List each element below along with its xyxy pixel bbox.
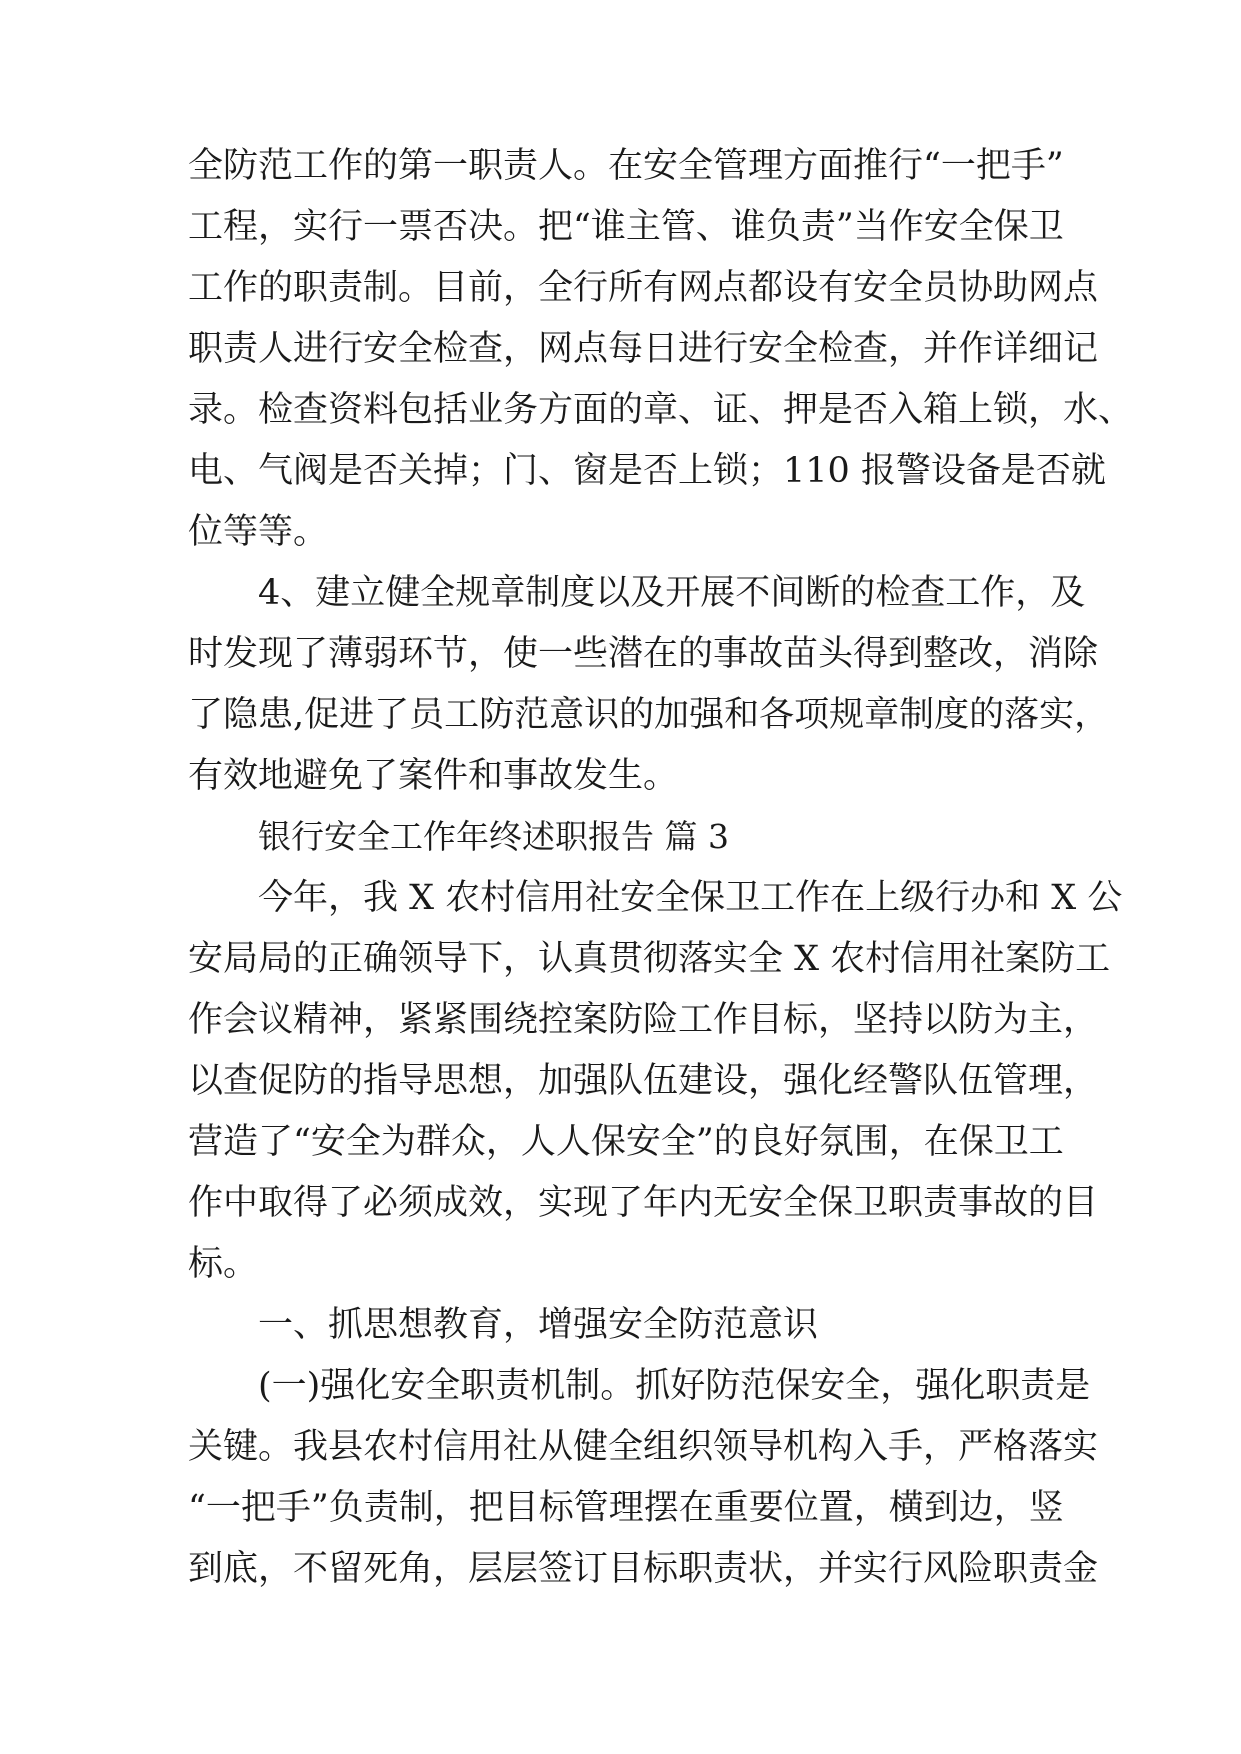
body-text-line: 工作的职责制。目前，全行所有网点都设有安全员协助网点: [188, 268, 1099, 308]
body-text-line: 全防范工作的第一职责人。在安全管理方面推行“一把手”: [188, 146, 1064, 186]
body-text-line: 关键。我县农村信用社从健全组织领导机构入手，严格落实: [188, 1427, 1099, 1467]
body-text-line: 录。检查资料包括业务方面的章、证、押是否入箱上锁，水、: [188, 390, 1134, 430]
body-text-line: 时发现了薄弱环节，使一些潜在的事故苗头得到整改，消除: [188, 634, 1099, 674]
paragraph-item-4: 4、建立健全规章制度以及开展不间断的检查工作，及: [258, 573, 1086, 613]
body-text-line: 到底，不留死角，层层签订目标职责状，并实行风险职责金: [188, 1549, 1099, 1589]
body-text-line: 安局局的正确领导下，认真贯彻落实全 X 农村信用社案防工: [188, 939, 1111, 979]
body-text-line: 工程，实行一票否决。把“谁主管、谁负责”当作安全保卫: [188, 207, 1064, 247]
body-text-line: 职责人进行安全检查，网点每日进行安全检查，并作详细记: [188, 329, 1099, 369]
subsection-heading: 一、抓思想教育，增强安全防范意识: [258, 1305, 819, 1345]
body-text-line: 作中取得了必须成效，实现了年内无安全保卫职责事故的目: [188, 1183, 1099, 1223]
body-text-line: 了隐患,促进了员工防范意识的加强和各项规章制度的落实，: [188, 695, 1110, 735]
body-text-line: 作会议精神，紧紧围绕控案防险工作目标，坚持以防为主，: [188, 1000, 1099, 1040]
body-text-line: 电、气阀是否关掉；门、窗是否上锁；110 报警设备是否就: [188, 451, 1106, 491]
body-text-line: 有效地避免了案件和事故发生。: [188, 756, 679, 796]
body-text-line: (一)强化安全职责机制。抓好防范保安全，强化职责是: [258, 1366, 1091, 1406]
body-text-line: 今年，我 X 农村信用社安全保卫工作在上级行办和 X 公: [258, 878, 1123, 918]
body-text-line: 以查促防的指导思想，加强队伍建设，强化经警队伍管理，: [188, 1061, 1099, 1101]
body-text-line: 营造了“安全为群众，人人保安全”的良好氛围，在保卫工: [188, 1122, 1064, 1162]
section-heading: 银行安全工作年终述职报告 篇 3: [258, 817, 729, 856]
body-text-line: “一把手”负责制，把目标管理摆在重要位置，横到边，竖: [188, 1488, 1064, 1528]
body-text-line: 标。: [188, 1244, 259, 1284]
body-text-line: 位等等。: [188, 512, 329, 552]
